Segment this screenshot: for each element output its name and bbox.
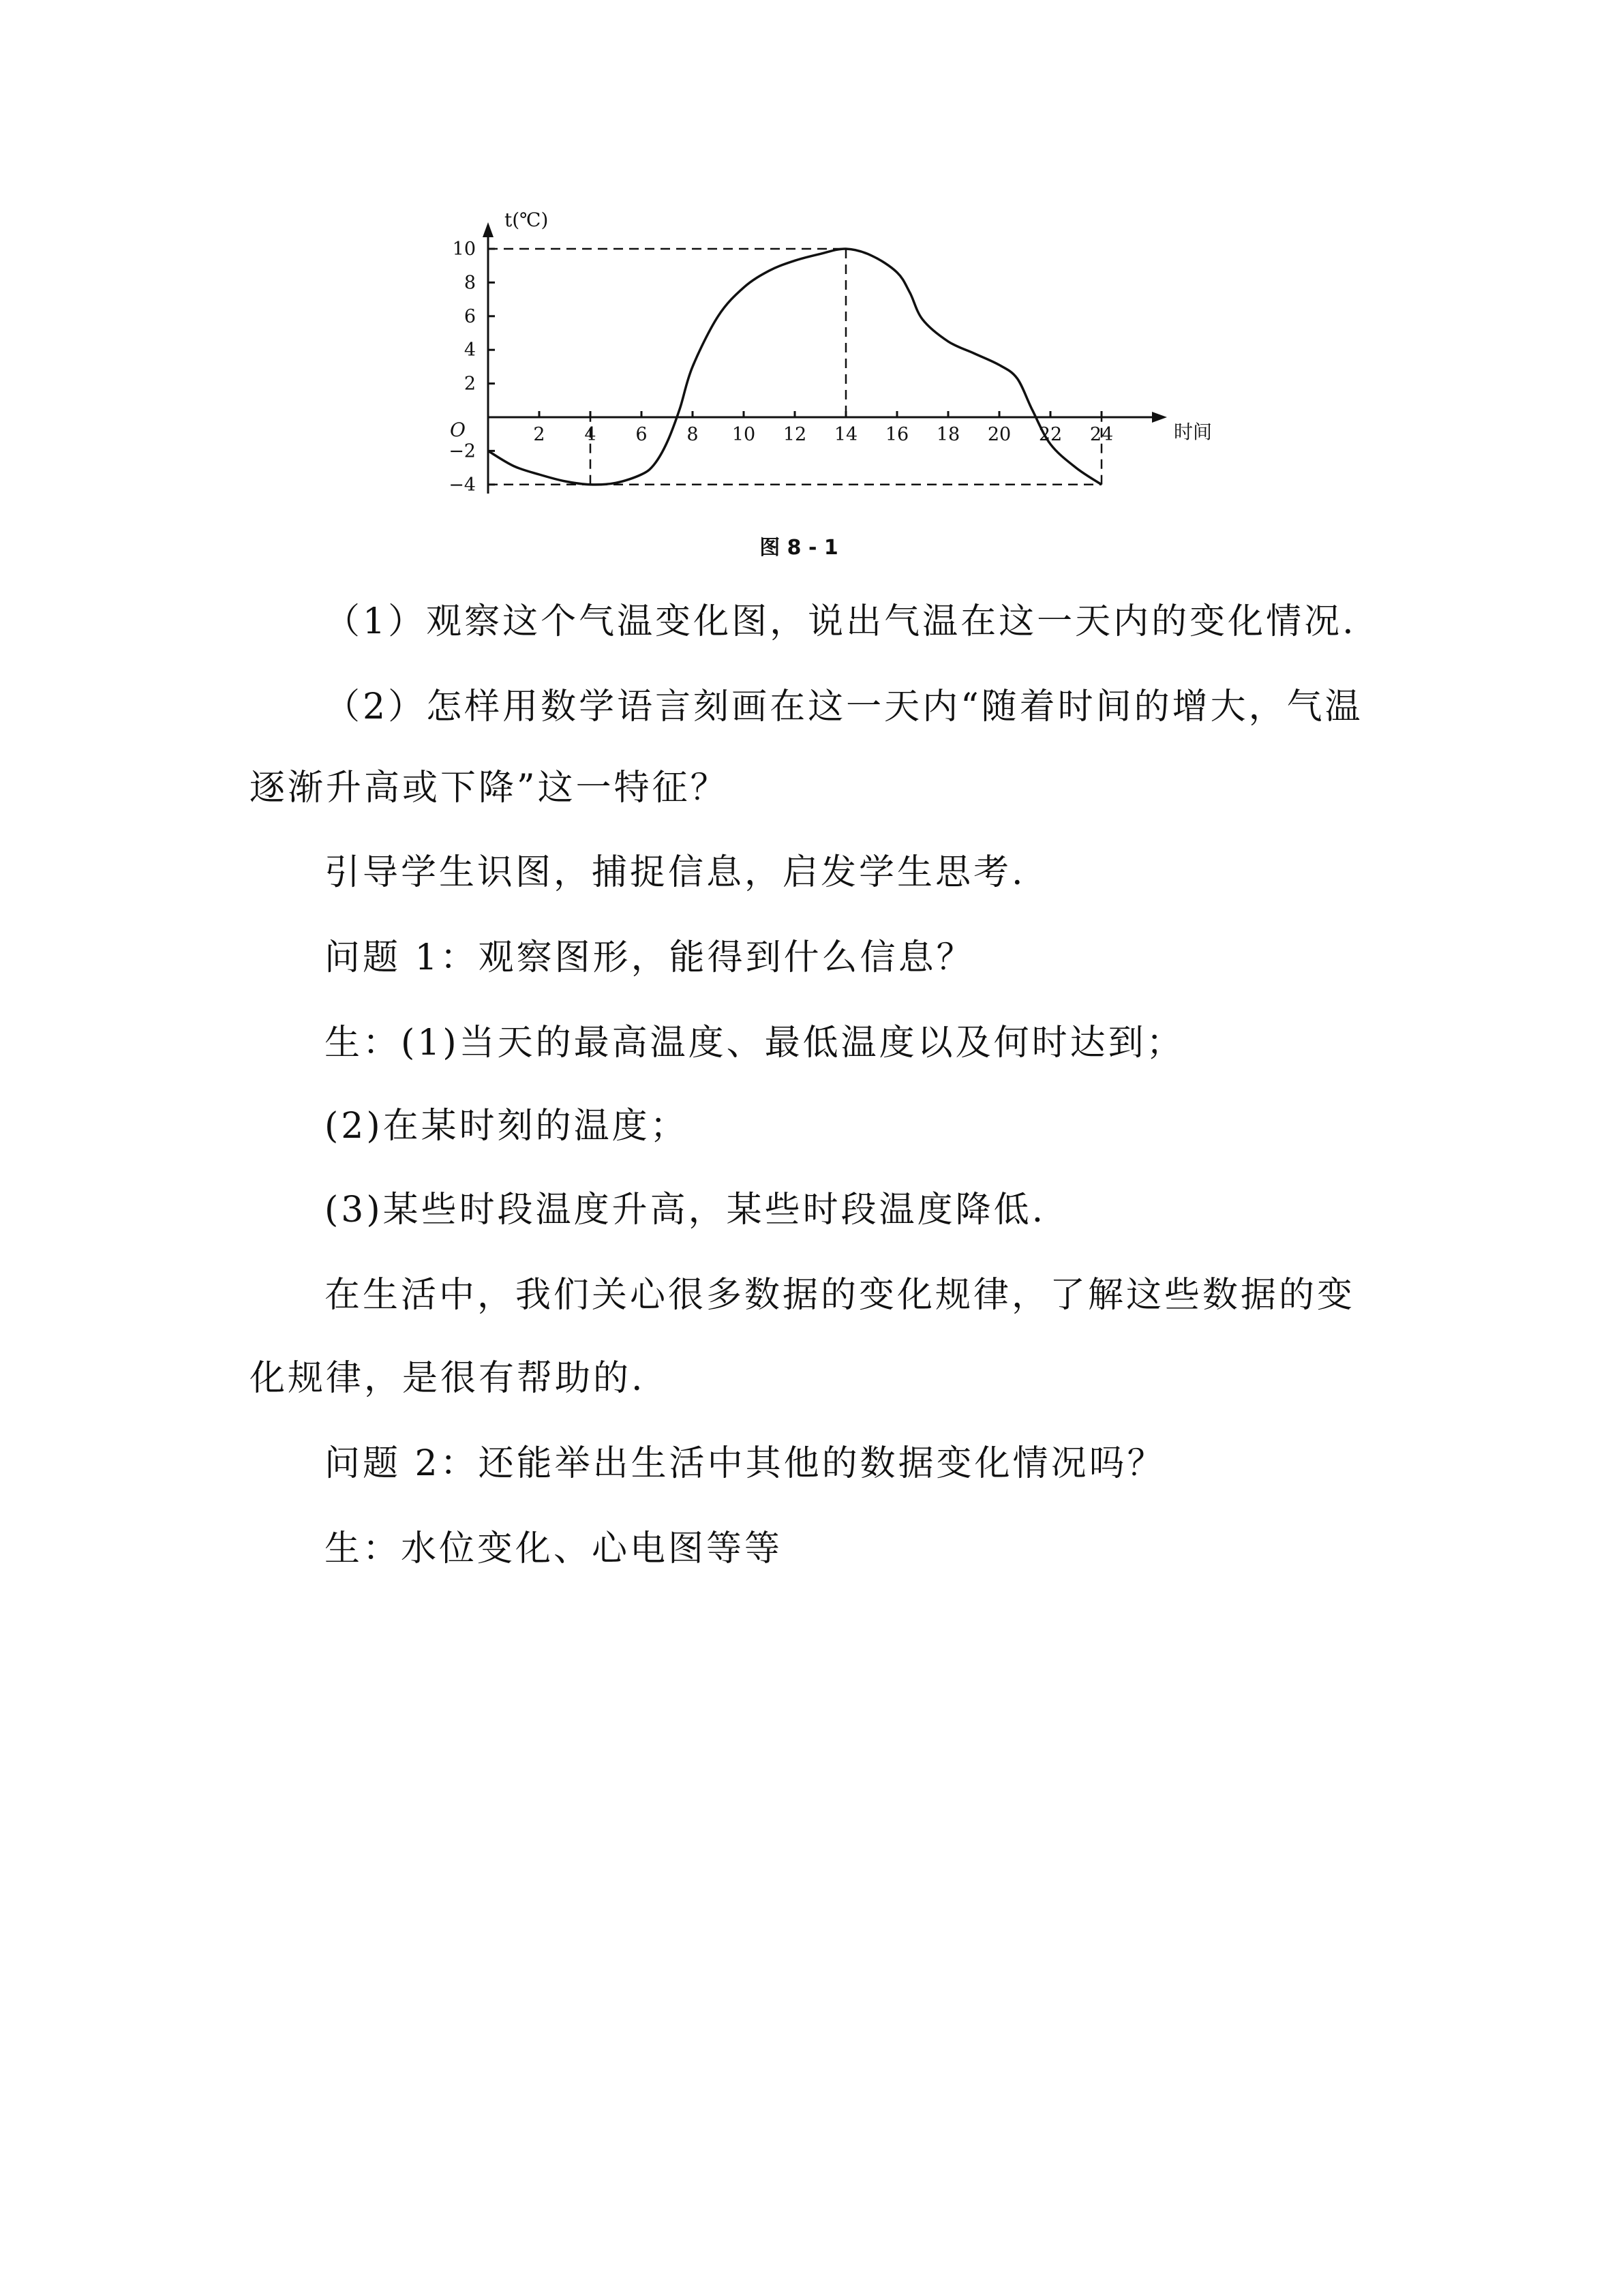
x-tick-label-8: 8 [686, 424, 699, 445]
x-axis-arrow [1152, 412, 1167, 423]
x-tick-label-20: 20 [987, 424, 1012, 445]
x-tick-label-14: 14 [834, 424, 858, 445]
origin-label: O [450, 419, 466, 441]
x-tick-label-18: 18 [936, 424, 960, 445]
x-tick-label-16: 16 [885, 424, 909, 445]
x-axis-label: 时间 [1174, 421, 1213, 443]
x-tick-label-2: 2 [533, 424, 545, 445]
paragraph-p6: 生：(1)当天的最高温度、最低温度以及何时达到； [324, 1023, 1185, 1063]
x-tick-label-6: 6 [635, 424, 648, 445]
temperature-curve [488, 249, 1102, 485]
x-tick-label-12: 12 [783, 424, 807, 445]
paragraph-p12: 生：水位变化、心电图等等 [324, 1528, 783, 1569]
paragraph-p8: (3)某些时段温度升高，某些时段温度降低. [324, 1190, 1046, 1230]
paragraph-p11: 问题 2：还能举出生活中其他的数据变化情况吗？ [324, 1443, 1166, 1484]
y-axis-label: t(℃) [504, 209, 549, 231]
temperature-chart [0, 0, 1623, 586]
x-tick-label-4: 4 [584, 424, 596, 445]
figure-caption: 图 8 - 1 [759, 536, 838, 560]
y-tick-label--2: −2 [449, 440, 476, 462]
paragraph-p2: （2）怎样用数学语言刻画在这一天内“随着时间的增大，气温 [324, 686, 1363, 727]
y-tick-label--4: −4 [449, 474, 476, 496]
y-tick-label-8: 8 [464, 272, 476, 294]
y-axis-arrow [483, 222, 494, 237]
paragraph-p3: 逐渐升高或下降”这一特征？ [249, 768, 729, 809]
x-tick-label-10: 10 [731, 424, 756, 445]
paragraph-p7: (2)在某时刻的温度； [324, 1106, 688, 1147]
paragraph-p9: 在生活中，我们关心很多数据的变化规律，了解这些数据的变 [324, 1275, 1356, 1316]
paragraph-p4: 引导学生识图，捕捉信息，启发学生思考. [324, 852, 1026, 893]
paragraph-p10: 化规律，是很有帮助的. [249, 1358, 646, 1399]
y-tick-label-4: 4 [464, 339, 476, 361]
x-tick-label-22: 22 [1038, 424, 1063, 445]
y-tick-label-6: 6 [464, 305, 476, 327]
y-tick-label-2: 2 [464, 373, 476, 395]
paragraph-p1: （1）观察这个气温变化图，说出气温在这一天内的变化情况. [324, 601, 1356, 642]
x-tick-label-24: 24 [1089, 424, 1114, 445]
y-tick-label-10: 10 [452, 239, 476, 260]
paragraph-p5: 问题 1：观察图形，能得到什么信息？ [324, 937, 975, 978]
